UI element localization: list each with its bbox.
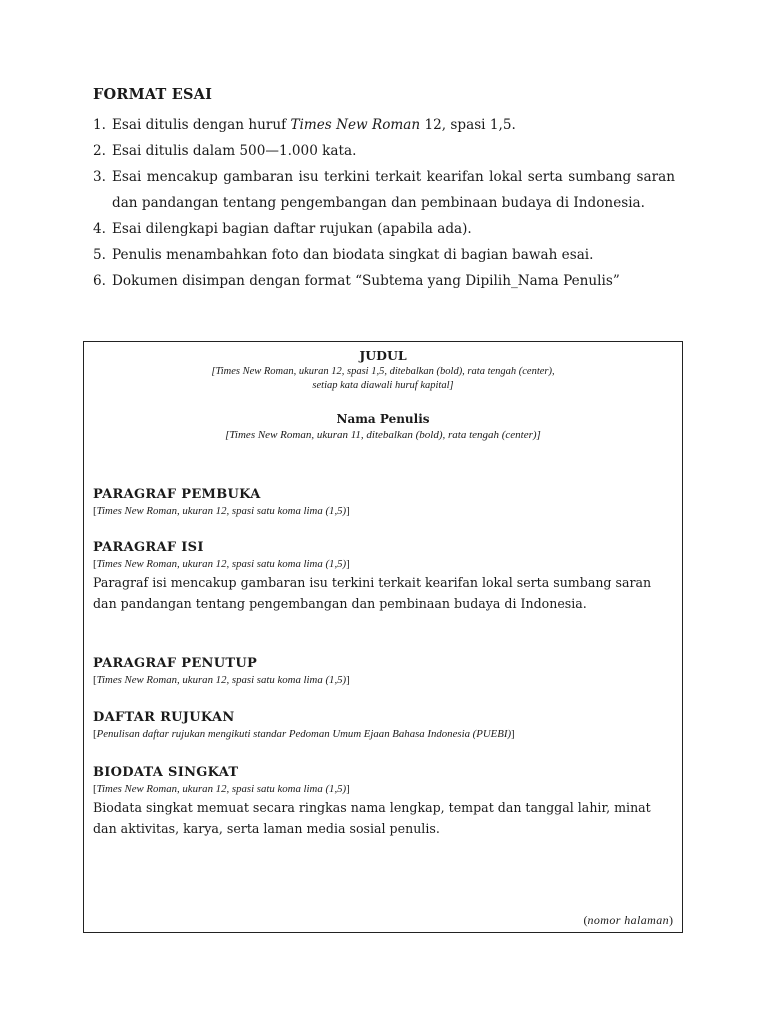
rule-text: Esai dilengkapi bagian daftar rujukan (apabila ada). [112, 221, 472, 237]
rule-number: 6. [93, 273, 106, 289]
rule-text: Dokumen disimpan dengan format “Subtema yang Dipilih_Nama Penulis” [112, 273, 620, 289]
section-body: Paragraf isi mencakup gambaran isu terkini terkait kearifan lokal serta sumbang saran dan pandangan tentang pengembangan dan pembinaan budaya di Indonesia. [93, 575, 652, 611]
section-note: [Times New Roman, ukuran 12, spasi satu koma lima (1,5)] [93, 783, 350, 795]
section-paragraf-isi [93, 539, 663, 614]
section-title: DAFTAR RUJUKAN [93, 710, 235, 725]
format-rules-list [93, 112, 675, 294]
rule-item [93, 164, 675, 216]
rule-number: 3. [93, 169, 106, 185]
section-title: BIODATA SINGKAT [93, 765, 239, 780]
section-note: [Times New Roman, ukuran 12, spasi satu koma lima (1,5)] [93, 505, 350, 517]
rule-text: Esai mencakup gambaran isu terkini terkait kearifan lokal serta sumbang saran dan pandangan tentang pengembangan dan pembinaan budaya di Indonesia. [112, 169, 675, 211]
rule-text: Esai ditulis dalam 500—1.000 kata. [112, 143, 357, 159]
section-note-text: Times New Roman, ukuran 12, spasi satu koma lima (1,5) [96, 783, 347, 795]
template-title-note [84, 365, 682, 393]
section-title: PARAGRAF ISI [93, 540, 204, 555]
section-paragraf-pembuka [93, 486, 663, 518]
section-note: [Times New Roman, ukuran 12, spasi satu koma lima (1,5)] [93, 558, 350, 570]
rule-text: Penulis menambahkan foto dan biodata singkat di bagian bawah esai. [112, 247, 594, 263]
rule-item [93, 216, 675, 242]
title-note-line: [Times New Roman, ukuran 12, spasi 1,5, ditebalkan (bold), rata tengah (center), [211, 366, 555, 377]
rule-number: 2. [93, 143, 106, 159]
section-title: PARAGRAF PENUTUP [93, 656, 258, 671]
document-heading: FORMAT ESAI [93, 86, 213, 103]
rule-text [112, 112, 675, 138]
rule-item [93, 138, 675, 164]
section-daftar-rujukan [93, 709, 663, 741]
section-note-text: Penulisan daftar rujukan mengikuti standar Pedoman Umum Ejaan Bahasa Indonesia (PUEBI) [96, 728, 512, 740]
rule-text-italic: Times New Roman [290, 117, 421, 133]
section-body: Biodata singkat memuat secara ringkas nama lengkap, tempat dan tanggal lahir, minat dan aktivitas, karya, serta laman media sosial penulis. [93, 800, 651, 836]
rule-text-part: Esai ditulis dengan huruf [112, 117, 291, 133]
section-paragraf-penutup [93, 655, 663, 687]
page-number-placeholder: (nomor halaman) [583, 913, 673, 927]
rule-item [93, 268, 675, 294]
template-author: Nama Penulis [336, 412, 430, 426]
section-title: PARAGRAF PEMBUKA [93, 487, 261, 502]
section-note-text: Times New Roman, ukuran 12, spasi satu koma lima (1,5) [96, 558, 347, 570]
title-note-line: setiap kata diawali huruf kapital] [312, 380, 454, 391]
section-biodata-singkat [93, 764, 663, 839]
rule-item [93, 242, 675, 268]
section-note-text: Times New Roman, ukuran 12, spasi satu koma lima (1,5) [96, 674, 347, 686]
rule-number: 4. [93, 221, 106, 237]
section-note: [Penulisan daftar rujukan mengikuti standar Pedoman Umum Ejaan Bahasa Indonesia (PUEBI)] [93, 728, 515, 740]
section-note-text: Times New Roman, ukuran 12, spasi satu koma lima (1,5) [96, 505, 347, 517]
rule-item [93, 112, 675, 138]
section-note: [Times New Roman, ukuran 12, spasi satu koma lima (1,5)] [93, 674, 350, 686]
rule-number: 1. [93, 117, 106, 133]
template-title: JUDUL [359, 348, 407, 363]
essay-template-box [83, 341, 683, 933]
rule-number: 5. [93, 247, 106, 263]
page-number-text: nomor halaman [587, 913, 669, 927]
template-author-note: [Times New Roman, ukuran 11, ditebalkan (bold), rata tengah (center)] [225, 429, 541, 441]
rule-text-part: 12, spasi 1,5. [420, 117, 516, 133]
